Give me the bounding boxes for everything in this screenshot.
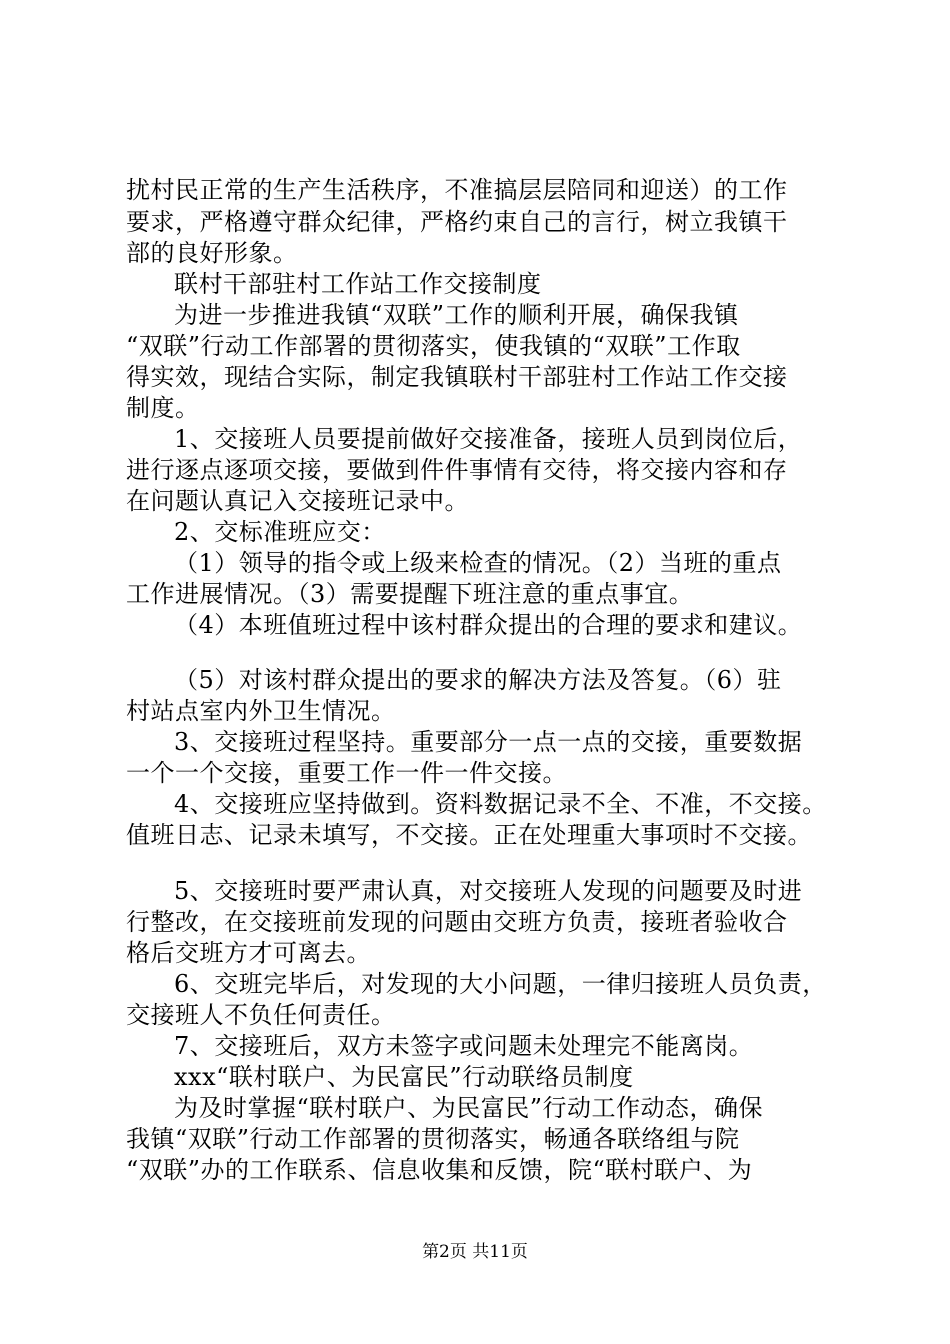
body-text-line: （5）对该村群众提出的要求的解决方法及答复。（6）驻 [174, 666, 782, 694]
body-text-line: 工作进展情况。（3）需要提醒下班注意的重点事宜。 [126, 580, 694, 608]
body-text-line: 为及时掌握“联村联户、为民富民”行动工作动态，确保 [174, 1094, 764, 1122]
body-text-line: 4、交接班应坚持做到。资料数据记录不全、不准，不交接。 [174, 790, 827, 818]
body-text-line: 7、交接班后，双方未签字或问题未处理完不能离岗。 [174, 1032, 754, 1060]
body-text-line: 2、交标准班应交： [174, 518, 386, 546]
body-text-line: （1）领导的指令或上级来检查的情况。（2）当班的重点 [174, 549, 782, 577]
body-text-line: 扰村民正常的生产生活秩序，不准搞层层陪同和迎送）的工作 [126, 176, 788, 204]
body-text-line: 部的良好形象。 [126, 239, 298, 267]
page-number-footer: 第2页 共11页 [422, 1242, 528, 1262]
body-text-line: 要求，严格遵守群众纪律，严格约束自己的言行，树立我镇干 [126, 208, 788, 236]
section-heading: 联村干部驻村工作站工作交接制度 [174, 270, 542, 298]
body-text-line: 3、交接班过程坚持。重要部分一点一点的交接，重要数据 [174, 728, 803, 756]
body-text-line: 5、交接班时要严肃认真，对交接班人发现的问题要及时进 [174, 877, 803, 905]
body-text-line: 为进一步推进我镇“双联”工作的顺利开展，确保我镇 [174, 301, 739, 329]
body-text-line: 交接班人不负任何责任。 [126, 1001, 396, 1029]
body-text-line: 一个一个交接，重要工作一件一件交接。 [126, 759, 567, 787]
body-text-line: （4）本班值班过程中该村群众提出的合理的要求和建议。 [174, 611, 803, 639]
body-text-line: 得实效，现结合实际，制定我镇联村干部驻村工作站工作交接 [126, 363, 788, 391]
body-text-line: “双联”行动工作部署的贯彻落实，使我镇的“双联”工作取 [126, 332, 741, 360]
body-text-line: 格后交班方才可离去。 [126, 939, 371, 967]
body-text-line: 进行逐点逐项交接，要做到件件事情有交待，将交接内容和存 [126, 456, 788, 484]
body-text-line: 值班日志、记录未填写，不交接。正在处理重大事项时不交接。 [126, 821, 812, 849]
body-text-line: 制度。 [126, 394, 200, 422]
body-text-line: 我镇“双联”行动工作部署的贯彻落实，畅通各联络组与院 [126, 1125, 740, 1153]
body-text-line: “双联”办的工作联系、信息收集和反馈，院“联村联户、为 [126, 1156, 753, 1184]
body-text-line: 行整改，在交接班前发现的问题由交班方负责，接班者验收合 [126, 908, 788, 936]
body-text-line: 6、交班完毕后，对发现的大小问题，一律归接班人员负责， [174, 970, 827, 998]
body-text-line: 村站点室内外卫生情况。 [126, 697, 396, 725]
section-heading: xxx“联村联户、为民富民”行动联络员制度 [174, 1063, 634, 1091]
body-text-line: 1、交接班人员要提前做好交接准备，接班人员到岗位后， [174, 425, 803, 453]
body-text-line: 在问题认真记入交接班记录中。 [126, 487, 469, 515]
